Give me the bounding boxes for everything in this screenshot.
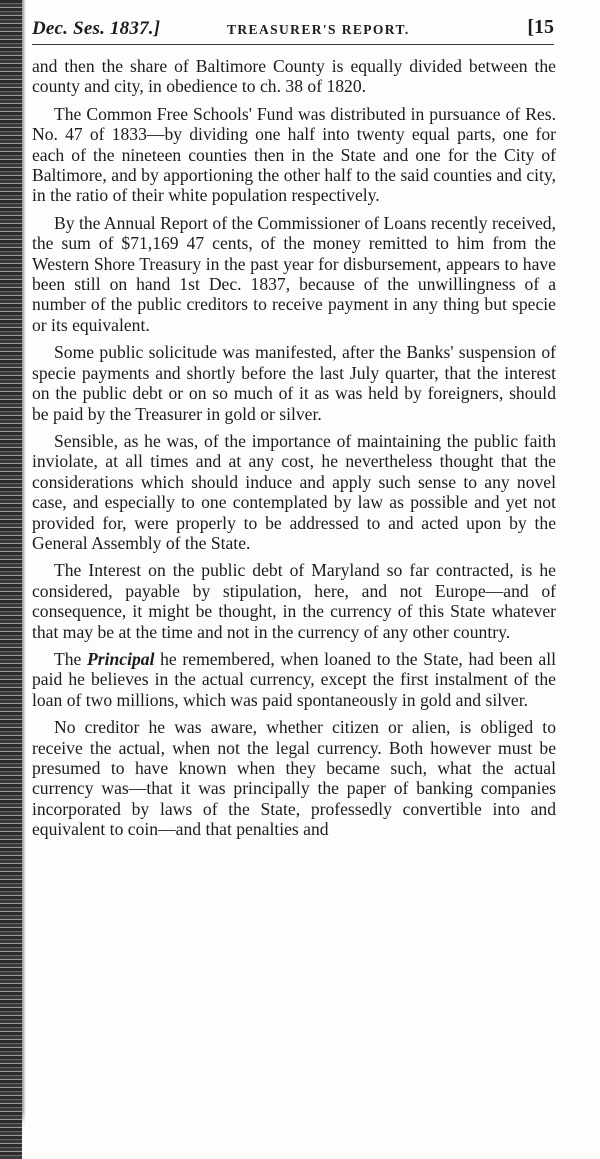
principal-lead: The xyxy=(54,648,88,669)
paragraph-public-faith: Sensible, as he was, of the importance of maintaining the public faith inviolate, at all times and at any cost, he nevertheless thought that the considerations which should induce and apply such sense to any novel case, and especially to one contemplated by law as possible and yet not provided for, were properly to be addressed to and acted upon by the General Assembly of the State. xyxy=(32,430,556,553)
page-number: [15 xyxy=(527,16,554,38)
paragraph-commissioner-of-loans: By the Annual Report of the Commissioner of Loans recently received, the sum of $71,169 47 cents, of the money remitted to him from the Western Shore Treasury in the past year for disbursement, appears to have been still on hand 1st Dec. 1837, because of the unwillingness of a number of the public creditors to receive payment in any thing but specie or its equivalent. xyxy=(32,212,556,335)
binding-edge xyxy=(0,0,22,1159)
paragraph-principal xyxy=(32,649,556,710)
paragraph-free-schools-fund: The Common Free Schools' Fund was distributed in pursuance of Res. No. 47 of 1833—by dividing one half into twenty equal parts, one for each of the nineteen counties then in the State and one for the City of Baltimore, and by apportioning the other half to the said counties and city, in the ratio of their white population respectively. xyxy=(32,103,556,206)
session-label: Dec. Ses. 1837.] xyxy=(32,18,161,39)
report-body xyxy=(32,56,556,840)
running-header xyxy=(32,14,554,45)
paragraph-no-creditor: No creditor he was aware, whether citizen or alien, is obliged to receive the actual, when not the legal currency. Both however must be presumed to have known when they became such, what the actual currency was—that it was principally the paper of banking companies incorporated by laws of the State, professedly convertible into and equivalent to coin—and that penalties and xyxy=(32,717,556,840)
principal-emphasis: Principal xyxy=(87,648,155,669)
principal-rest: he remembered, when loaned to the State, had been all paid he believes in the actual currency, except the first instalment of the loan of two millions, which was paid spontaneously in gold and silver. xyxy=(32,648,556,710)
paragraph-baltimore-share: and then the share of Baltimore County is equally divided between the county and city, in obedience to ch. 38 of 1820. xyxy=(32,56,556,97)
paragraph-interest-payable: The Interest on the public debt of Maryland so far contracted, is he considered, payable by stipulation, here, and not Europe—and of consequence, it might be thought, in the currency of this State whatever that may be at the time and not in the currency of any other country. xyxy=(32,560,556,642)
paragraph-public-solicitude: Some public solicitude was manifested, after the Banks' suspension of specie payments and shortly before the last July quarter, that the interest on the public debt or on so much of it as was held by foreigners, should be paid by the Treasurer in gold or silver. xyxy=(32,342,556,424)
header-title: TREASURER'S REPORT. xyxy=(227,22,410,37)
page-bottom-cutoff xyxy=(22,1112,600,1159)
